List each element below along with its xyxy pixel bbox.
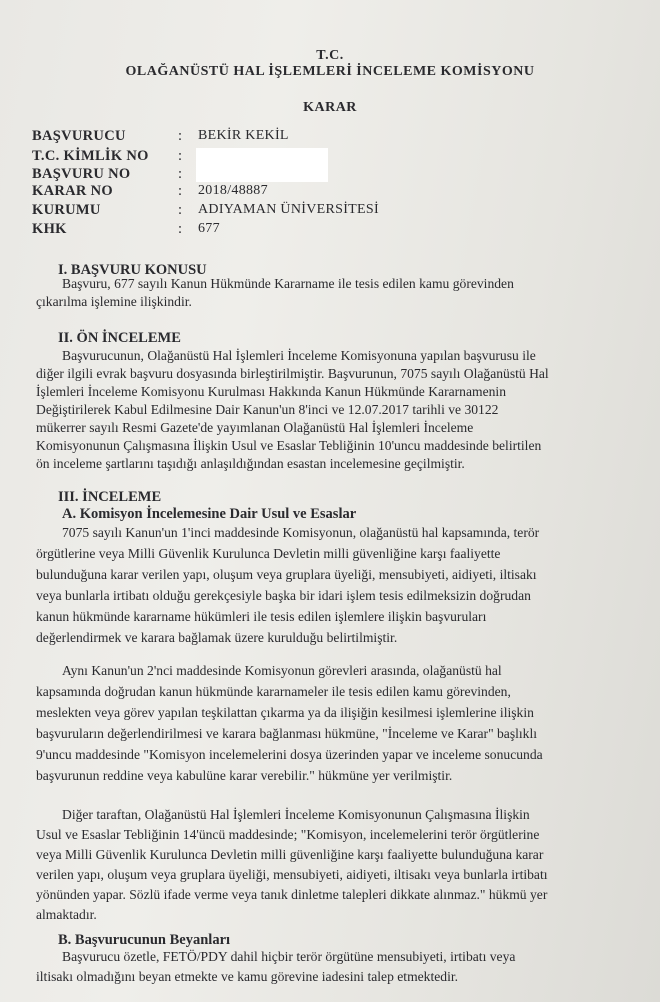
field-colon: : [178, 202, 183, 218]
field-colon: : [178, 166, 183, 182]
field-value-applicant: BEKİR KEKİL [198, 128, 289, 143]
paragraph-line: Komisyonunun Çalışmasına İlişkin Usul ve Esaslar Tebliğinin 10'uncu maddesinde belirtilen [36, 438, 542, 453]
field-value-decision-number: 2018/48887 [198, 183, 268, 198]
paragraph-line: almaktadır. [36, 907, 97, 922]
paragraph-line: Başvuru, 677 sayılı Kanun Hükmünde Kararname ile tesis edilen kamu görevinden [62, 276, 514, 291]
paragraph-line: değerlendirmek ve karara bağlamak üzere kurulduğu belirtilmiştir. [36, 630, 398, 645]
field-label-institution: KURUMU [32, 202, 101, 218]
field-colon: : [178, 183, 183, 199]
field-colon: : [178, 128, 183, 144]
paragraph-line: meslekten veya görev yapılan teşkilattan çıkarma ya da ilişiğin kesilmesi işlemlerine ilişkin [36, 705, 534, 720]
paragraph-line: kapsamında doğrudan kanun hükmünde kararnameler ile tesis edilen kamu görevinden, [36, 684, 511, 699]
paragraph-line: verilen yapı, oluşum veya gruplara üyeliği, mensubiyeti, aidiyeti, iltisakı veya bunlarla irtibatı [36, 867, 548, 882]
redaction-box [196, 148, 328, 182]
section-heading-application-subject: I. BAŞVURU KONUSU [58, 262, 207, 278]
paragraph-line: başvuruların değerlendirilmesi ve karara bağlanması hükmüne, "İnceleme ve Karar" başlıklı [36, 726, 538, 741]
paragraph-line: örgütlerine veya Milli Güvenlik Kurulunca Devletin milli güvenliğine karşı faaliyette [36, 546, 501, 561]
paragraph-line: diğer ilgili evrak başvuru dosyasında birleştirilmiştir. Başvurunun, 7075 sayılı Olağanüstü Hal [36, 366, 549, 381]
paragraph-line: veya bunlarla irtibatı olduğu gerekçesiyle başka bir idari işlem tesis edilmeksizin doğrudan [36, 588, 531, 603]
decision-title: KARAR [303, 100, 357, 115]
paragraph-line: Aynı Kanun'un 2'nci maddesinde Komisyonun görevleri arasında, olağanüstü hal [62, 663, 502, 678]
paragraph-line: çıkarılma işlemine ilişkindir. [36, 294, 192, 309]
paragraph-line: yönünden yapar. Sözlü ifade verme veya tanık dinletme talepleri dikkate alınmaz." hükmü yer [36, 887, 548, 902]
paragraph-line: başvurunun reddine veya kabulüne karar verebilir." hükmüne yer verilmiştir. [36, 768, 453, 783]
paragraph-line: 7075 sayılı Kanun'un 1'inci maddesinde Komisyonun, olağanüstü hal kapsamında, terör [62, 525, 540, 540]
field-value-khk: 677 [198, 221, 220, 236]
subsection-heading-procedures: A. Komisyon İncelemesine Dair Usul ve Esaslar [62, 506, 357, 522]
paragraph-line: kanun hükmünde kararname hükümleri ile tesis edilen işlemlere ilişkin başvuruları [36, 609, 487, 624]
paragraph-line: Değiştirilerek Kabul Edilmesine Dair Kanun'un 8'inci ve 12.07.2017 tarihli ve 30122 [36, 402, 499, 417]
field-colon: : [178, 148, 183, 164]
field-value-institution: ADIYAMAN ÜNİVERSİTESİ [198, 202, 379, 217]
field-label-applicant: BAŞVURUCU [32, 128, 126, 144]
paragraph-line: bulunduğuna karar verilen yapı, oluşum veya gruplara üyeliği, mensubiyeti, aidiyeti, iltisakı [36, 567, 537, 582]
paragraph-line: veya Milli Güvenlik Kurulunca Devletin milli güvenliğine karşı faaliyette bulunduğuna karar [36, 847, 544, 862]
paragraph-line: ön inceleme şartlarını taşıdığı anlaşıldığından esastan incelemesine geçilmiştir. [36, 456, 465, 471]
paragraph-line: mükerrer sayılı Resmi Gazete'de yayımlanan Olağanüstü Hal İşlemleri İnceleme [36, 420, 474, 435]
commission-title: OLAĞANÜSTÜ HAL İŞLEMLERİ İNCELEME KOMİSYONU [125, 64, 535, 79]
subsection-heading-applicant-statements: B. Başvurucunun Beyanları [58, 932, 231, 948]
field-colon: : [178, 221, 183, 237]
paragraph-line: Başvurucunun, Olağanüstü Hal İşlemleri İnceleme Komisyonuna yapılan başvurusu ile [62, 348, 536, 363]
paragraph-line: 9'uncu maddesinde "Komisyon incelemelerini dosya üzerinden yapar ve inceleme sonucunda [36, 747, 543, 762]
field-label-decision-number: KARAR NO [32, 183, 113, 199]
section-heading-preliminary-review: II. ÖN İNCELEME [58, 330, 181, 346]
paragraph-line: İşlemleri İnceleme Komisyonu Kurulması Hakkında Kanun Hükmünde Kararnamenin [36, 384, 506, 399]
paragraph-line: Başvurucu özetle, FETÖ/PDY dahil hiçbir terör örgütüne mensubiyeti, irtibatı veya [62, 949, 516, 964]
section-heading-examination: III. İNCELEME [58, 489, 162, 505]
paragraph-line: Usul ve Esaslar Tebliğinin 14'üncü maddesinde; "Komisyon, incelemelerini terör örgütlerine [36, 827, 540, 842]
field-label-khk: KHK [32, 221, 67, 237]
tc-heading: T.C. [316, 48, 344, 63]
paragraph-line: iltisakı olmadığını beyan etmekte ve kamu görevine iadesini talep etmektedir. [36, 969, 459, 984]
field-label-application-number: BAŞVURU NO [32, 166, 131, 182]
field-label-id-number: T.C. KİMLİK NO [32, 148, 149, 164]
paragraph-line: Diğer taraftan, Olağanüstü Hal İşlemleri İnceleme Komisyonunun Çalışmasına İlişkin [62, 807, 530, 822]
